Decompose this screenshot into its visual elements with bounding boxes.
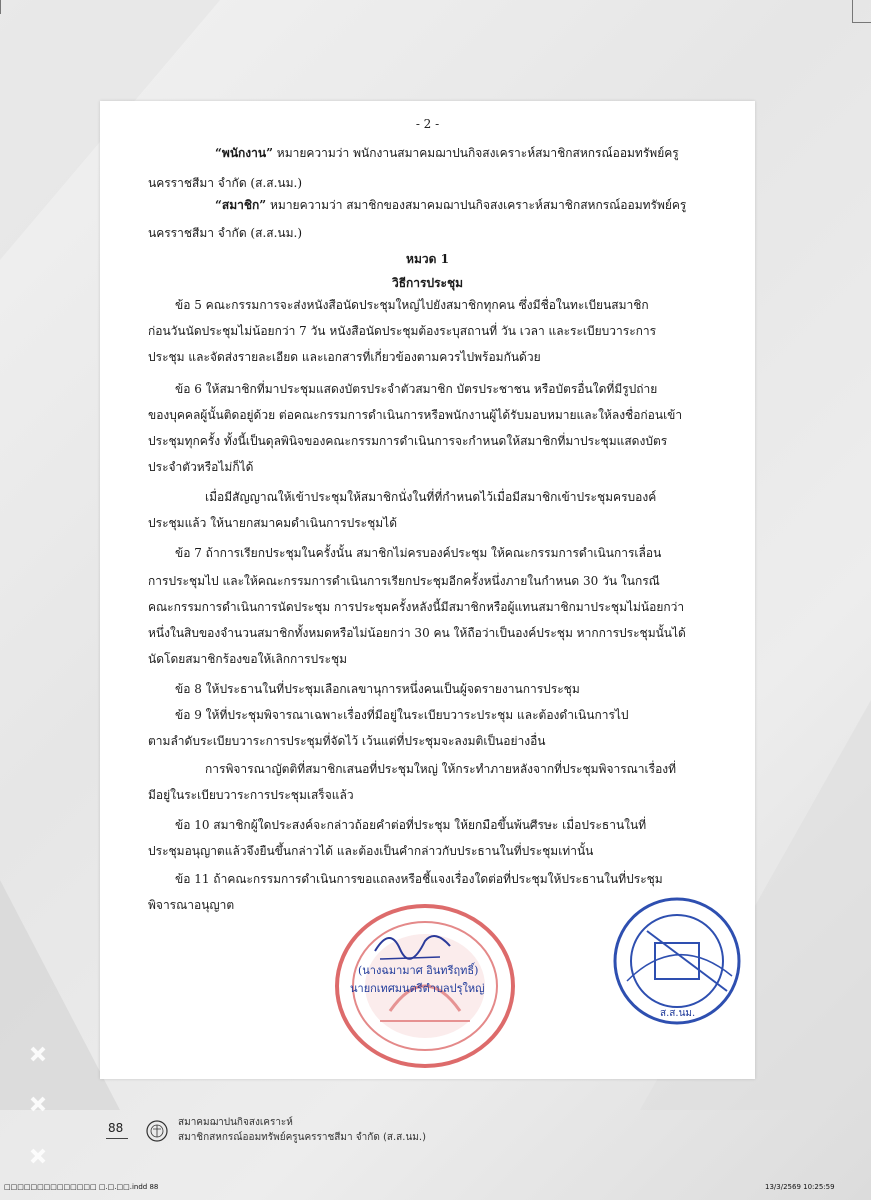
print-slug-file: □□□□□□□□□□□□□□ □.□.□□.indd 88 xyxy=(4,1183,159,1191)
definition-employee: “พนักงาน” หมายความว่า พนักงานสมาคมฌาปนกิจสงเคราะห์สมาชิกสหกรณ์ออมทรัพย์ครู xyxy=(215,146,679,160)
body-line: ประชุมอนุญาตแล้วจึงยืนขึ้นกล่าวได้ และต้องเป็นคำกล่าวกับประธานในที่ประชุมเท่านั้น xyxy=(148,844,594,858)
chapter-heading: หมวด 1 xyxy=(406,252,449,266)
body-line: ข้อ 11 ถ้าคณะกรรมการดำเนินการขอแถลงหรือชี้แจงเรื่องใดต่อที่ประชุมให้ประธานในที่ประชุม xyxy=(175,872,663,886)
signature xyxy=(370,921,460,966)
page-number-underline xyxy=(106,1138,128,1139)
scanned-document xyxy=(100,101,755,1079)
footer-org-line1: สมาคมฌาปนกิจสงเคราะห์ xyxy=(178,1117,293,1128)
body-line: หนึ่งในสิบของจำนวนสมาชิกทั้งหมดหรือไม่น้อยกว่า 30 คน ให้ถือว่าเป็นองค์ประชุม หากการประชุมนั้นได้ xyxy=(148,626,686,640)
crop-mark xyxy=(852,22,871,23)
body-line: คณะกรรมการดำเนินการนัดประชุม การประชุมครั้งหลังนี้มีสมาชิกหรือผู้แทนสมาชิกมาประชุมไม่น้อยกว่า xyxy=(148,600,685,614)
body-line: ข้อ 9 ให้ที่ประชุมพิจารณาเฉพาะเรื่องที่มีอยู่ในระเบียบวาระประชุม และต้องดำเนินการไป xyxy=(175,708,629,722)
body-line: ข้อ 7 ถ้าการเรียกประชุมในครั้งนั้น สมาชิกไม่ครบองค์ประชุม ให้คณะกรรมการดำเนินการเลื่อน xyxy=(175,546,662,560)
chapter-title: วิธีการประชุม xyxy=(391,276,464,290)
definition-line: นครราชสีมา จำกัด (ส.ส.นม.) xyxy=(148,176,303,190)
body-line: การประชุมไป และให้คณะกรรมการดำเนินการเรียกประชุมอีกครั้งหนึ่งภายในกำหนด 30 วัน ในกรณี xyxy=(148,574,660,588)
signature-title: นายกเทศมนตรีตำบลปรุใหญ่ xyxy=(350,982,485,995)
body-line: ประชุม และจัดส่งรายละเอียด และเอกสารที่เกี่ยวข้องตามควรไปพร้อมกันด้วย xyxy=(148,350,541,364)
body-line: การพิจารณาญัตติที่สมาชิกเสนอที่ประชุมใหญ่ ให้กระทำภายหลังจากที่ประชุมพิจารณาเรื่องที่ xyxy=(205,762,677,776)
body-line: ข้อ 5 คณะกรรมการจะส่งหนังสือนัดประชุมใหญ่ไปยังสมาชิกทุกคน ซึ่งมีชื่อในทะเบียนสมาชิก xyxy=(175,298,649,312)
body-line: เมื่อมีสัญญาณให้เข้าประชุมให้สมาชิกนั่งในที่ที่กำหนดไว้เมื่อมีสมาชิกเข้าประชุมครบองค์ xyxy=(205,490,657,504)
body-line: ข้อ 6 ให้สมาชิกที่มาประชุมแสดงบัตรประจำตัวสมาชิก บัตรประชาชน หรือบัตรอื่นใดที่มีรูปถ่าย xyxy=(175,382,658,396)
body-line: ของบุคคลผู้นั้นติดอยู่ด้วย ต่อคณะกรรมการดำเนินการหรือพนักงานผู้ได้รับมอบหมายและให้ลงชื่อก่อนเข้า xyxy=(148,408,683,422)
footer-org-line2: สมาชิกสหกรณ์ออมทรัพย์ครูนครราชสีมา จำกัด (ส.ส.นม.) xyxy=(178,1132,426,1143)
body-line: ก่อนวันนัดประชุมไม่น้อยกว่า 7 วัน หนังสือนัดประชุมต้องระบุสถานที่ วัน เวลา และระเบียบวาระการ xyxy=(148,324,657,338)
page-number: 88 xyxy=(108,1121,124,1135)
definition-member: “สมาชิก” หมายความว่า สมาชิกของสมาคมฌาปนกิจสงเคราะห์สมาชิกสหกรณ์ออมทรัพย์ครู xyxy=(215,198,687,212)
body-line: ประจำตัวหรือไม่ก็ได้ xyxy=(148,460,254,474)
body-line: ประชุมแล้ว ให้นายกสมาคมดำเนินการประชุมได้ xyxy=(148,516,397,530)
signature-name: (นางฉมามาศ อินทรีฤทธิ์) xyxy=(358,964,479,977)
association-logo-icon xyxy=(146,1120,168,1142)
body-line: พิจารณาอนุญาต xyxy=(148,898,235,912)
body-line: ข้อ 10 สมาชิกผู้ใดประสงค์จะกล่าวถ้อยคำต่อที่ประชุม ให้ยกมือขึ้นพ้นศีรษะ เมื่อประธานในที่ xyxy=(175,818,647,832)
blue-seal-label: ส.ส.นม. xyxy=(660,1008,696,1019)
body-line: ประชุมทุกครั้ง ทั้งนี้เป็นดุลพินิจของคณะกรรมการดำเนินการจะกำหนดให้สมาชิกที่มาประชุมแสดงบัตร xyxy=(148,434,668,448)
body-line: ข้อ 8 ให้ประธานในที่ประชุมเลือกเลขานุการหนึ่งคนเป็นผู้จดรายงานการประชุม xyxy=(175,682,580,696)
crop-mark xyxy=(0,0,1,14)
definition-line: นครราชสีมา จำกัด (ส.ส.นม.) xyxy=(148,226,303,240)
body-line: มีอยู่ในระเบียบวาระการประชุมเสร็จแล้ว xyxy=(148,788,354,802)
body-line: นัดโดยสมาชิกร้องขอให้เลิกการประชุม xyxy=(148,652,348,666)
body-line: ตามลำดับระเบียบวาระการประชุมที่จัดไว้ เว้นแต่ที่ประชุมจะลงมติเป็นอย่างอื่น xyxy=(148,734,546,748)
document-page-label: - 2 - xyxy=(415,117,440,131)
print-slug-date: 13/3/2569 10:25:59 xyxy=(765,1183,835,1191)
crop-mark xyxy=(852,0,853,22)
